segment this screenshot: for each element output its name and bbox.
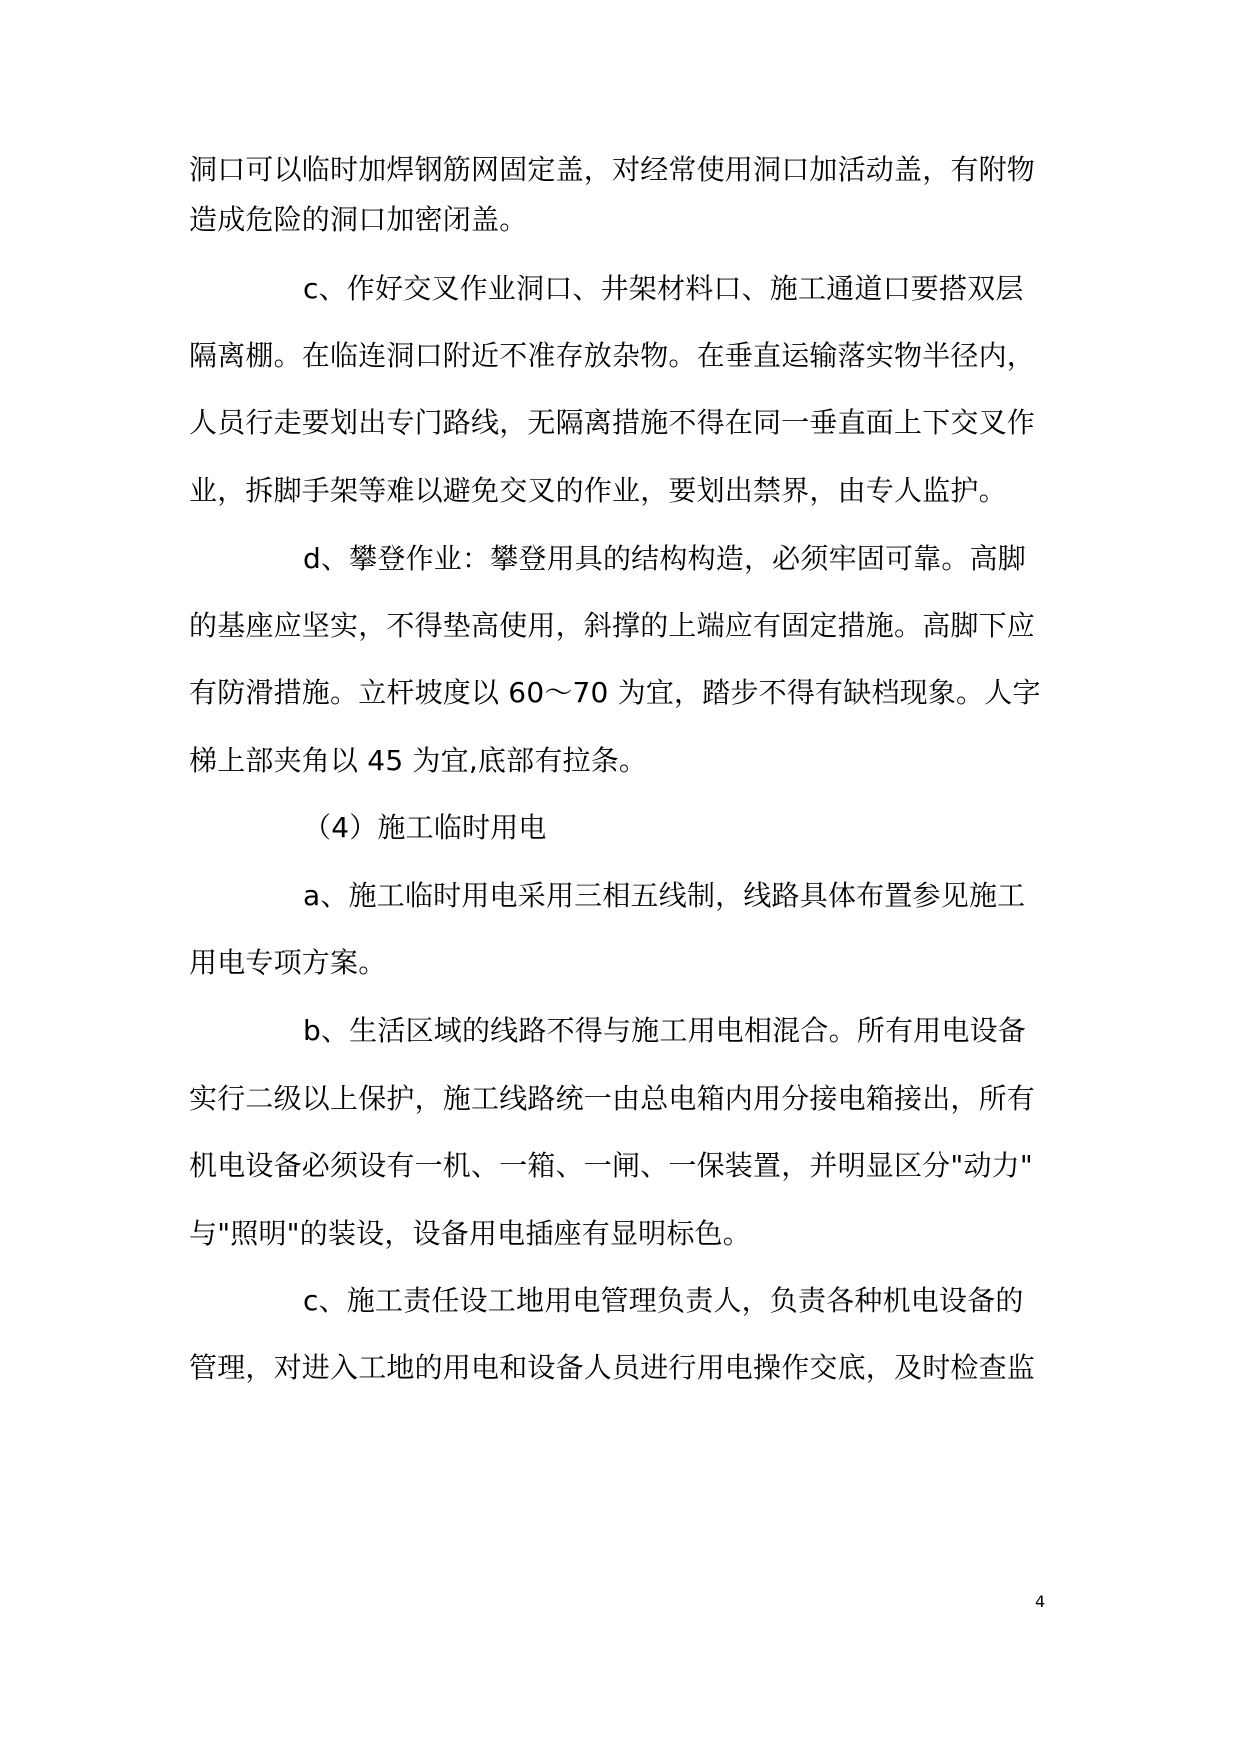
text-line: 有防滑措施。立杆坡度以 60～70 为宜，踏步不得有缺档现象。人字 [189,676,1041,709]
page-number: 4 [1035,1592,1046,1611]
text-line: 机电设备必须设有一机、一箱、一闸、一保装置，并明显区分"动力" [189,1149,1033,1182]
text-line: a、施工临时用电采用三相五线制，线路具体布置参见施工 [303,879,1026,912]
text-line: b、生活区域的线路不得与施工用电相混合。所有用电设备 [303,1014,1026,1047]
section-heading: （4）施工临时用电 [303,811,547,844]
text-line: 业，拆脚手架等难以避免交叉的作业，要划出禁界，由专人监护。 [189,474,1007,507]
text-line: 造成危险的洞口加密闭盖。 [189,203,528,236]
text-line: 人员行走要划出专门路线，无隔离措施不得在同一垂直面上下交叉作 [189,406,1036,439]
text-line: 的基座应坚实，不得垫高使用，斜撑的上端应有固定措施。高脚下应 [189,609,1036,642]
text-line: 隔离棚。在临连洞口附近不准存放杂物。在垂直运输落实物半径内， [189,339,1036,372]
text-line: 管理，对进入工地的用电和设备人员进行用电操作交底，及时检查监 [189,1351,1036,1384]
text-line: 与"照明"的装设，设备用电插座有显明标色。 [189,1217,751,1250]
text-line: 用电专项方案。 [189,946,387,979]
text-line: 实行二级以上保护，施工线路统一由总电箱内用分接电箱接出，所有 [189,1082,1036,1115]
text-line: 梯上部夹角以 45 为宜,底部有拉条。 [189,744,648,777]
text-line: c、作好交叉作业洞口、井架材料口、施工通道口要搭双层 [303,272,1024,305]
text-line: d、攀登作业：攀登用具的结构构造，必须牢固可靠。高脚 [303,542,1026,575]
text-line: 洞口可以临时加焊钢筋网固定盖，对经常使用洞口加活动盖，有附物 [189,153,1036,186]
text-line: c、施工责任设工地用电管理负责人，负责各种机电设备的 [303,1284,1024,1317]
